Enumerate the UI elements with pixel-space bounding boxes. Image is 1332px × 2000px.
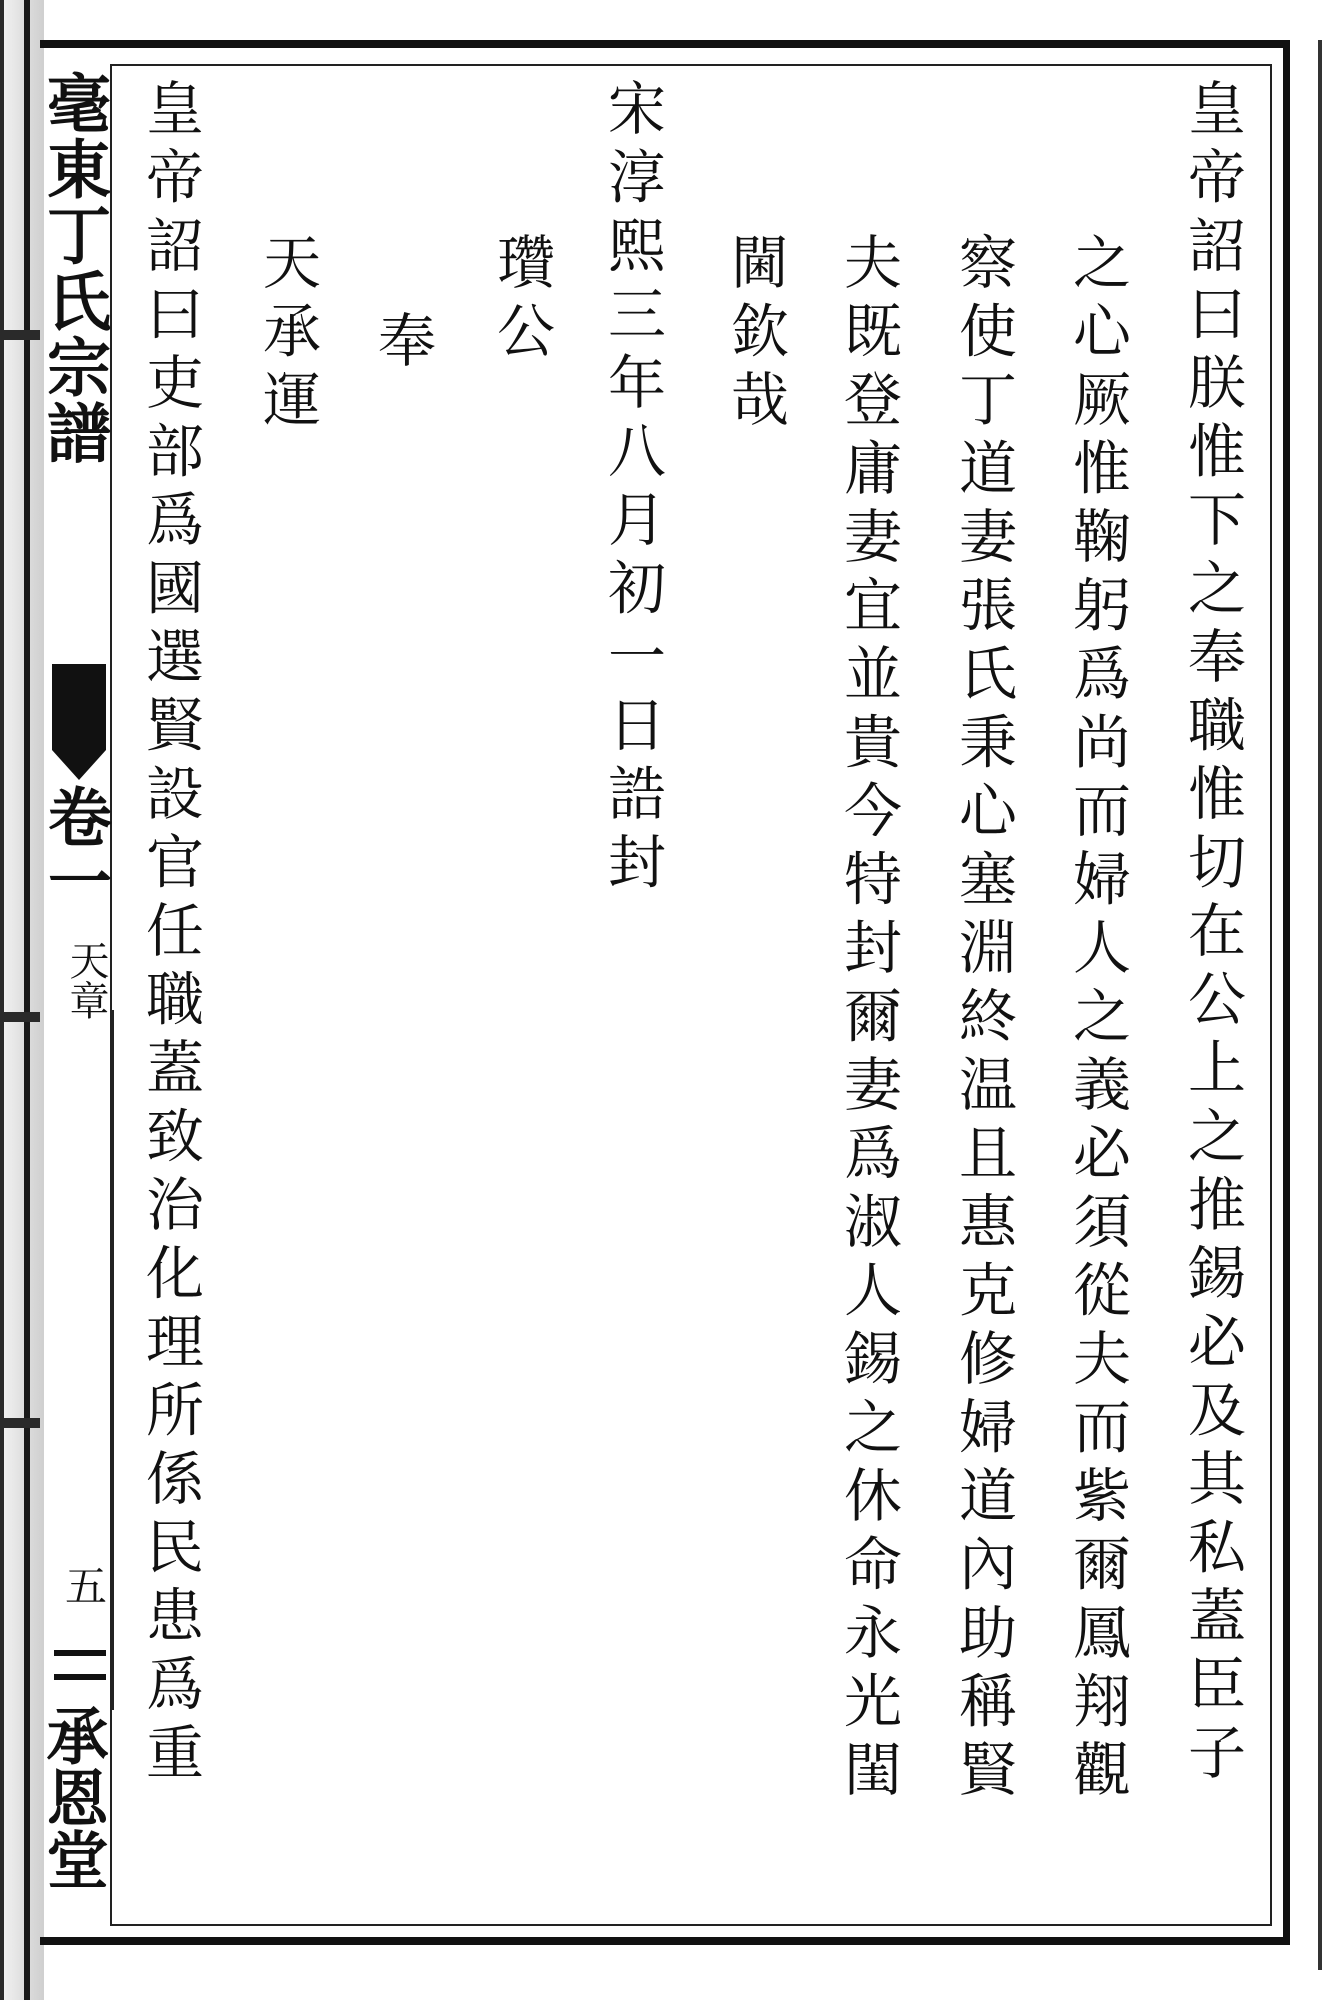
text-column-10: 皇帝詔曰吏部爲國選賢設官任職蓋致治化理所係民患爲重 bbox=[136, 78, 204, 1791]
text-column-7: 瓚公 bbox=[487, 232, 555, 369]
text-column-2: 之心厥惟鞠躬爲尚而婦人之義必須從夫而紫爾鳳翔觀 bbox=[1063, 232, 1131, 1808]
hall-name: 承恩堂 bbox=[36, 1704, 109, 1890]
volume-label: 卷一 bbox=[37, 784, 112, 912]
page-number: 五 bbox=[59, 1564, 108, 1606]
text-column-8: 奉 bbox=[368, 310, 436, 379]
text-column-1: 皇帝詔曰朕惟下之奉職惟切在公上之推錫必及其私蓋臣子 bbox=[1178, 78, 1246, 1791]
text-column-6: 宋淳熙三年八月初一日誥封 bbox=[598, 78, 666, 900]
page-right-edge bbox=[1318, 40, 1322, 1970]
lower-fish-tail-mark bbox=[54, 1650, 106, 1680]
binding-tie bbox=[0, 1012, 40, 1022]
binding-tie bbox=[0, 1418, 40, 1428]
text-column-4: 夫既登庸妻宜並貴今特封爾妻爲淑人錫之休命永光閨 bbox=[834, 232, 902, 1808]
banner-column bbox=[36, 64, 112, 1926]
fish-tail-point bbox=[52, 750, 106, 780]
text-column-3: 察使丁道妻張氏秉心塞淵終温且惠克修婦道內助稱賢 bbox=[949, 232, 1017, 1808]
fish-tail-mark bbox=[52, 664, 106, 750]
section-label: 天章 bbox=[63, 940, 109, 1020]
banner-divider-rule bbox=[112, 1010, 114, 1710]
binding-edge bbox=[24, 0, 30, 2000]
binding-edge-outer bbox=[0, 0, 4, 2000]
text-column-5: 閫欽哉 bbox=[721, 232, 789, 438]
genealogy-title: 毫東丁氏宗譜 bbox=[36, 70, 111, 466]
text-column-9: 天承運 bbox=[253, 232, 321, 438]
